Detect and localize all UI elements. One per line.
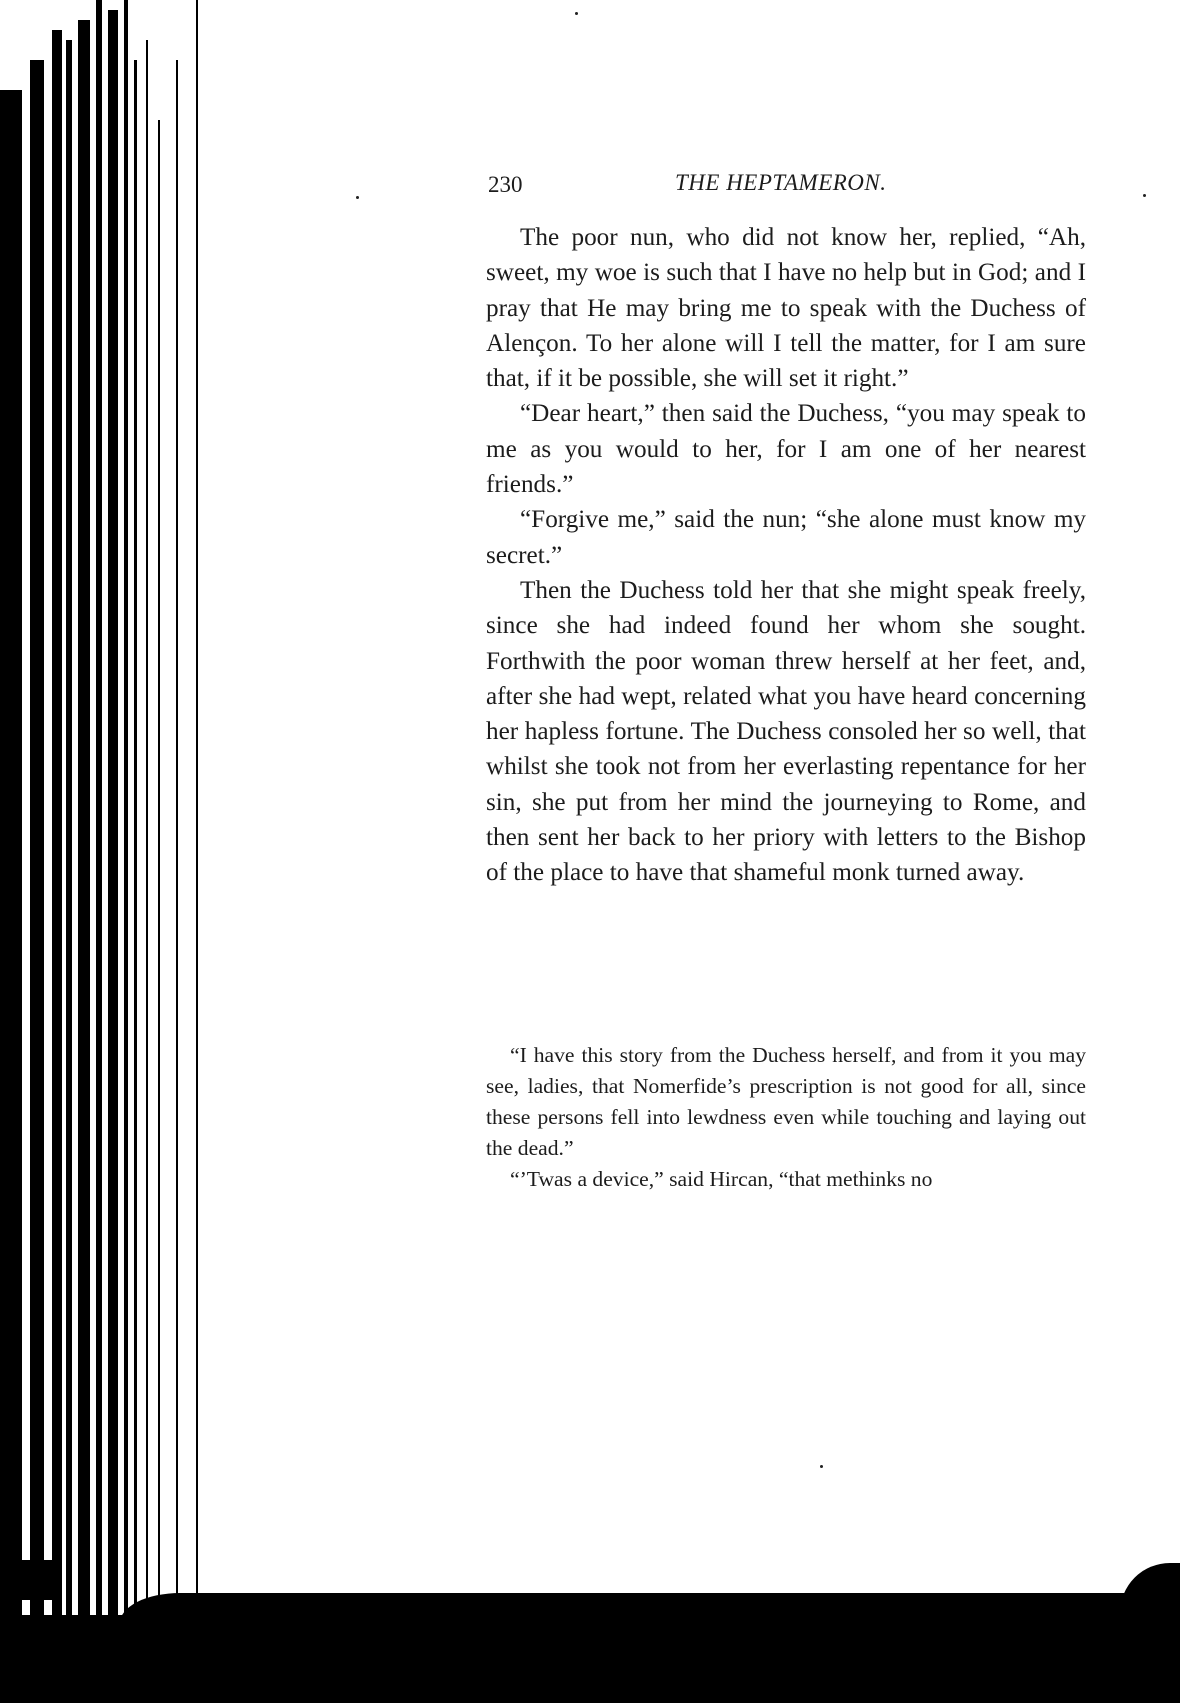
paragraph: Then the Duchess told her that she might speak freely, since she had indeed found her whom she sought. Forthwith the poor woman threw herself at her feet, and, after she had wept, related what you have heard concerning her hapless fortune. The Duchess consoled her so well, that whilst she took not from her everlasting repentance for her sin, she put from her mind the journeying to Rome, and then sent her back to her priory with letters to the Bishop of the place to have that shameful monk turned away.	[486, 576, 1086, 887]
running-head	[488, 170, 1088, 200]
scan-speck	[820, 1465, 823, 1468]
scan-speck	[1143, 194, 1146, 197]
paragraph: “’Twas a device,” said Hircan, “that methinks no	[510, 1167, 933, 1191]
paragraph: “Forgive me,” said the nun; “she alone must know my secret.”	[486, 506, 1086, 569]
page-corner-shadow	[1120, 1563, 1180, 1623]
discussion-text	[486, 1040, 1086, 1195]
paragraph: “I have this story from the Duchess herself, and from it you may see, ladies, that Nomerfide’s prescription is not good for all, since these persons fell into lewdness even while touching and laying out the dead.”	[486, 1043, 1086, 1160]
scan-speck	[356, 196, 359, 199]
paragraph: “Dear heart,” then said the Duchess, “you may speak to me as you would to her, for I am one of her nearest friends.”	[486, 400, 1086, 499]
book-title: THE HEPTAMERON.	[675, 170, 887, 195]
page-number: 230	[488, 172, 523, 197]
story-text	[486, 220, 1086, 891]
book-gutter-shadow	[0, 0, 225, 1703]
scan-bottom-edge	[0, 1615, 1180, 1703]
paragraph: The poor nun, who did not know her, replied, “Ah, sweet, my woe is such that I have no help but in God; and I pray that He may bring me to speak with the Duchess of Alençon. To her alone will I tell the matter, for I am sure that, if it be possible, she will set it right.”	[486, 224, 1086, 393]
scan-speck	[575, 12, 578, 15]
